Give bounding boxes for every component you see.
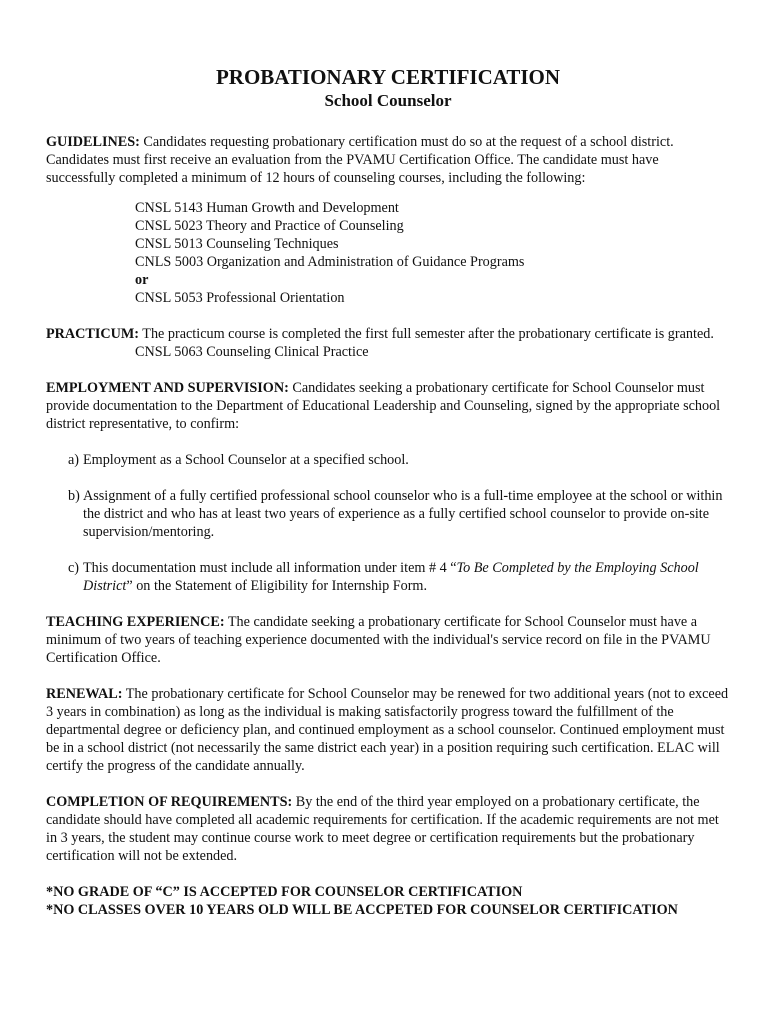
- renewal-label: RENEWAL:: [46, 686, 123, 702]
- item-c-text-post: ” on the Statement of Eligibility for Internship Form.: [126, 578, 428, 594]
- renewal-section: [46, 685, 730, 775]
- teaching-label: TEACHING EXPERIENCE:: [46, 614, 225, 630]
- course-item: CNSL 5023 Theory and Practice of Counseling: [135, 218, 404, 234]
- list-item: [68, 487, 730, 541]
- note-grade-c: *NO GRADE OF “C” IS ACCEPTED FOR COUNSELOR CERTIFICATION: [46, 884, 523, 900]
- list-item-marker: b): [68, 488, 80, 504]
- document-subtitle: School Counselor: [324, 91, 452, 110]
- document-title: PROBATIONARY CERTIFICATION: [215, 65, 561, 89]
- renewal-text: The probationary certificate for School Counselor may be renewed for two additional years (not to exceed 3 years in combination) as long as the individual is making satisfactorily progress toward the fulfillment of the departmental degree or deficiency plan, and continued employment as a school counselor. Continued employment must be in a school district (not necessarily the same district each year) in a position requiring such certification. ELAC will certify the progress of the candidate annually.: [46, 686, 729, 774]
- required-course-list: [135, 199, 730, 307]
- document-page: [46, 64, 730, 919]
- practicum-text: The practicum course is completed the first full semester after the probationary certificate is granted.: [139, 326, 714, 342]
- list-item-text: Employment as a School Counselor at a specified school.: [83, 452, 409, 468]
- list-item-marker: c): [68, 560, 80, 576]
- employment-text: Candidates seeking a probationary certificate for School Counselor must provide documentation to the Department of Educational Leadership and Counseling, signed by the appropriate school district representative, to confirm:: [46, 380, 721, 432]
- teaching-experience-section: [46, 613, 730, 667]
- completion-label: COMPLETION OF REQUIREMENTS:: [46, 794, 293, 810]
- employment-label: EMPLOYMENT AND SUPERVISION:: [46, 380, 289, 396]
- note-class-age: *NO CLASSES OVER 10 YEARS OLD WILL BE ACCPETED FOR COUNSELOR CERTIFICATION: [46, 902, 678, 918]
- employment-requirements-list: [68, 451, 730, 595]
- course-item-alternative: CNSL 5053 Professional Orientation: [135, 290, 345, 306]
- completion-section: [46, 793, 730, 865]
- item-c-emphasis: To Be Completed by the Employing School District: [83, 560, 699, 594]
- guidelines-section: [46, 133, 730, 187]
- guidelines-text: Candidates requesting probationary certification must do so at the request of a school district. Candidates must first receive an evaluation from the PVAMU Certification Office. The candidate must have successfully completed a minimum of 12 hours of counseling courses, including the following:: [46, 134, 674, 186]
- course-item: CNSL 5143 Human Growth and Development: [135, 200, 399, 216]
- course-item: CNLS 5003 Organization and Administration of Guidance Programs: [135, 254, 525, 270]
- practicum-course: CNSL 5063 Counseling Clinical Practice: [135, 344, 369, 360]
- practicum-section: [46, 325, 730, 361]
- list-item-marker: a): [68, 452, 80, 468]
- completion-text: By the end of the third year employed on a probationary certificate, the candidate should have completed all academic requirements for certification. If the academic requirements are not met in 3 years, the student may continue course work to meet degree or certification requirements but the probationary certification will not be extended.: [46, 794, 719, 864]
- teaching-text: The candidate seeking a probationary certificate for School Counselor must have a minimum of two years of teaching experience documented with the individual's service record on file in the PVAMU Certification Office.: [46, 614, 711, 666]
- list-item-text: [83, 559, 730, 595]
- list-item: [68, 559, 730, 595]
- employment-section: [46, 379, 730, 433]
- course-or-separator: or: [135, 272, 149, 288]
- item-c-text-pre: This documentation must include all information under item # 4 “: [83, 560, 457, 576]
- list-item-text: Assignment of a fully certified professional school counselor who is a full-time employee at the school or within the district and who has at least two years of experience as a fully certified school counselor to provide on-site supervision/mentoring.: [83, 488, 723, 540]
- certification-notes: [46, 883, 730, 919]
- list-item: [68, 451, 730, 469]
- practicum-label: PRACTICUM:: [46, 326, 139, 342]
- guidelines-label: GUIDELINES:: [46, 134, 140, 150]
- course-item: CNSL 5013 Counseling Techniques: [135, 236, 339, 252]
